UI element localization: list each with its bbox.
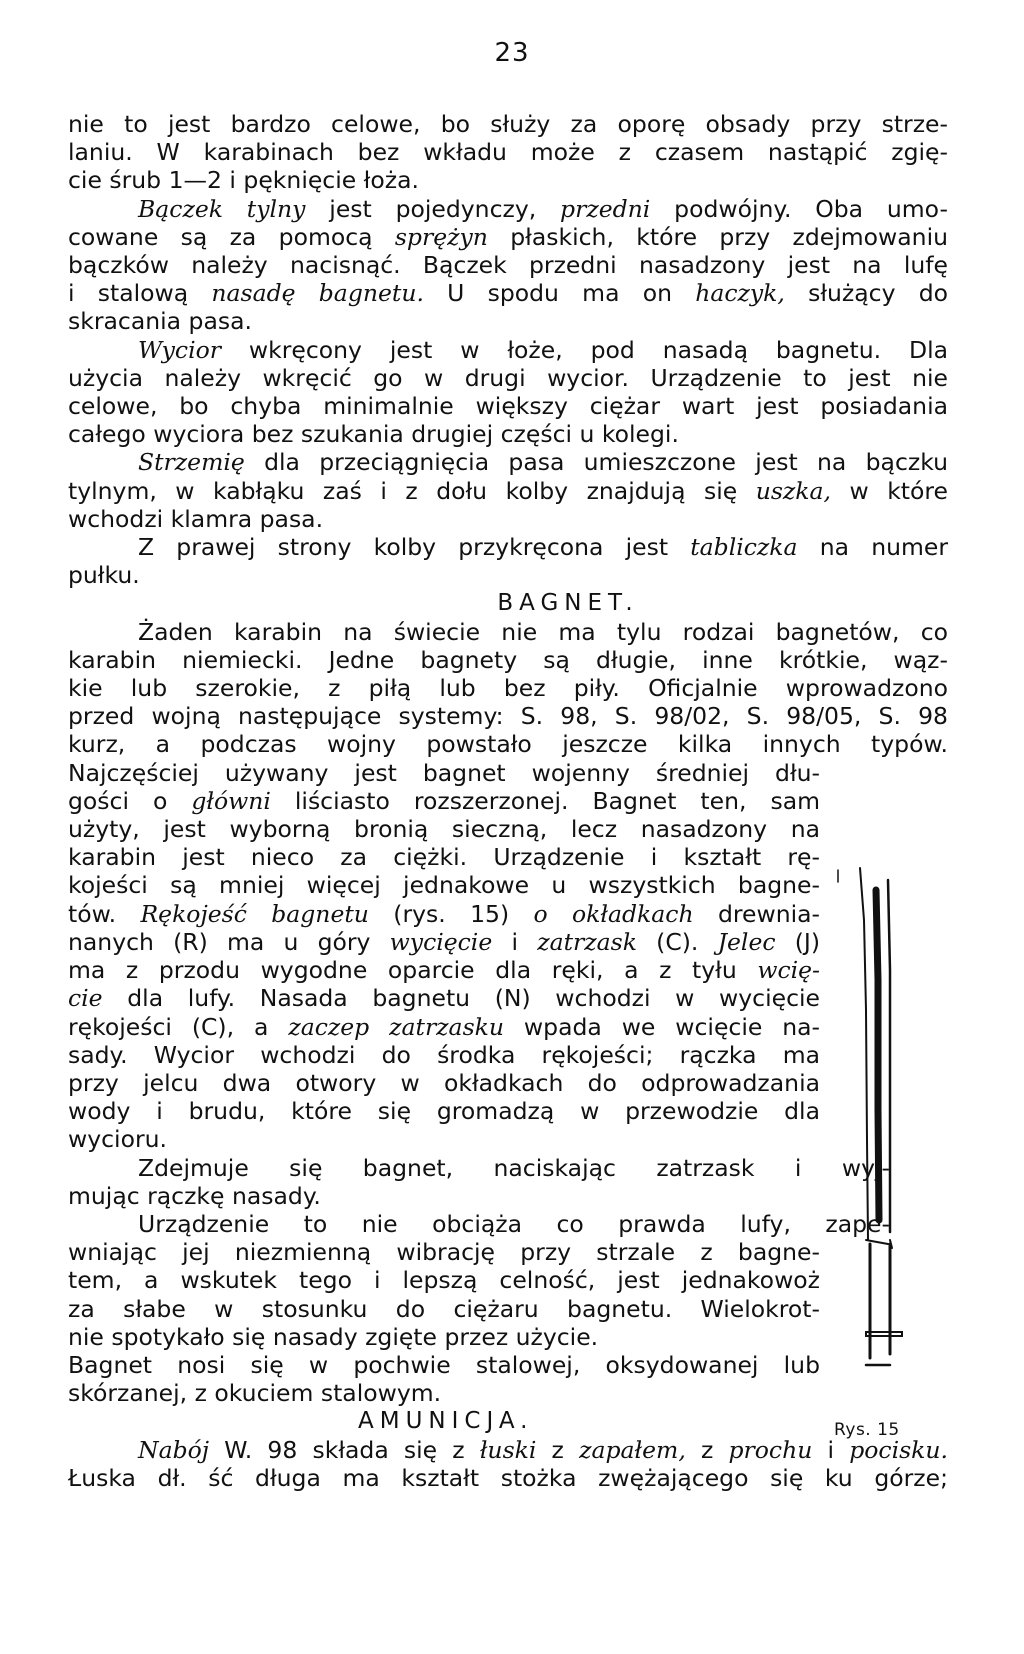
italic-term: Rękojeść bagnetu (140, 899, 369, 928)
text-line (68, 223, 948, 251)
text-line: celowe, bo chyba minimalnie większy ciężar wart jest posiadania (68, 392, 948, 421)
text-line (68, 984, 820, 1012)
italic-term: Jelec (717, 927, 776, 956)
text-line: wody i brudu, które się gromadzą w przewodzie dla (68, 1097, 820, 1126)
page-body (68, 110, 948, 1492)
text-line: sady. Wycior wchodzi do środka rękojeści; rączka ma (68, 1040, 820, 1069)
text-run: W. 98 składa się z (209, 1435, 480, 1464)
text-line: skórzanej, z okuciem stalowym. (68, 1379, 442, 1408)
text-line: całego wyciora bez szukania drugiej części u kolegi. (68, 420, 679, 449)
text-line: bączków należy nacisnąć. Bączek przedni nasadzony jest na lufę (68, 251, 948, 280)
italic-term: sprężyn (394, 222, 488, 251)
italic-term: haczyk, (695, 279, 785, 308)
text-line (68, 448, 948, 476)
italic-term: przedni (560, 194, 651, 223)
text-run: podwójny. Oba umo- (650, 194, 948, 223)
text-run: z (685, 1435, 729, 1464)
text-run: i stalową (68, 279, 212, 308)
italic-term: cie (68, 984, 103, 1013)
italic-term: Nabój (138, 1435, 210, 1464)
blade-back-line (888, 880, 890, 1232)
text-line: wchodzi klamra pasa. (68, 504, 324, 533)
text-line: Najczęściej używany jest bagnet wojenny średniej dłu- (68, 758, 820, 787)
italic-term: wcię- (757, 956, 820, 985)
figure-caption: Rys. 15 (834, 1420, 900, 1440)
text-run: w które (830, 476, 948, 505)
text-line: laniu. W karabinach bez wkładu może z czasem nastąpić zgię- (68, 138, 948, 167)
text-line: przy jelcu dwa otwory w okładkach do odprowadzania (68, 1068, 820, 1097)
italic-term: prochu (728, 1435, 813, 1464)
italic-term: wycięcie (389, 927, 493, 956)
text-line: kie lub szerokie, z piłą lub bez piły. Oficjalnie wprowadzono (68, 674, 948, 703)
text-line: kurz, a podczas wojny powstało jeszcze kilka innych typów. (68, 730, 948, 759)
italic-term: Strzemię (138, 448, 245, 477)
text-run: na numer (797, 533, 948, 562)
text-run: jest pojedynczy, (305, 194, 561, 223)
text-run: ma z przodu wygodne oparcie dla ręki, a z tyłu (68, 956, 758, 985)
text-run: U spodu ma on (423, 279, 696, 308)
text-line: wniając jej niezmienną wibrację przy strzale z bagne- (68, 1238, 820, 1267)
text-run: tów. (68, 899, 141, 928)
blade-spine-line (876, 890, 879, 1220)
text-run: drewnia- (693, 899, 820, 928)
text-line: cie śrub 1—2 i pęknięcie łoża. (68, 166, 419, 195)
text-line: pułku. (68, 561, 140, 590)
text-line: nie spotykało się nasady zgięte przez użycie. (68, 1322, 599, 1351)
text-line: Urządzenie to nie obciąża co prawda lufy, zape- (138, 1209, 890, 1238)
text-run: nanych (R) ma u góry (68, 927, 390, 956)
text-line: Bagnet nosi się w pochwie stalowej, oksydowanej lub (68, 1350, 820, 1379)
italic-term: zatrzask (537, 927, 637, 956)
italic-term: nasadę bagnetu. (211, 279, 424, 308)
text-run: płaskich, które przy zdejmowaniu (487, 222, 948, 251)
text-line: mując rączkę nasady. (68, 1181, 321, 1210)
text-run: cowane są za pomocą (68, 222, 395, 251)
italic-term: Wycior (138, 335, 221, 364)
text-line: kojeści są mniej więcej jednakowe u wszystkich bagne- (68, 871, 820, 900)
text-run: wkręcony jest w łoże, pod nasadą bagnetu. Dla (220, 335, 948, 364)
text-run: i (812, 1435, 850, 1464)
italic-term: Bączek tylny (138, 194, 306, 223)
text-line: użyty, jest wyborną bronią sieczną, lecz nasadzony na (68, 815, 820, 844)
text-line: skracania pasa. (68, 307, 252, 336)
text-run: (C). (636, 927, 718, 956)
text-line: za słabe w stosunku do ciężaru bagnetu. Wielokrot- (68, 1294, 820, 1323)
text-run: dla przeciągnięcia pasa umieszczone jest na bączku (244, 448, 948, 477)
text-line (68, 477, 948, 505)
text-line (68, 956, 820, 984)
text-line: Zdejmuje się bagnet, naciskając zatrzask i wyj- (138, 1153, 890, 1182)
grip-lines (870, 1244, 890, 1358)
italic-term: uszka, (755, 476, 831, 505)
text-line (68, 1436, 948, 1464)
text-line (68, 787, 820, 815)
text-line: Żaden karabin na świecie nie ma tylu rodzai bagnetów, co (138, 617, 948, 646)
italic-term: zapałem, (579, 1435, 686, 1464)
text-line (68, 1013, 820, 1041)
blade-edge-line (860, 868, 868, 1240)
text-run: z (536, 1435, 580, 1464)
bayonet-figure (826, 860, 946, 1400)
text-line (68, 279, 948, 307)
text-block-beside-figure (68, 759, 948, 1408)
text-run: tylnym, w kabłąku zaś i z dołu kolby znajdują się (68, 476, 756, 505)
text-line (68, 533, 948, 561)
text-line: Łuska dł. ść długa ma kształt stożka zwężającego się ku górze; (68, 1463, 948, 1492)
text-run: (J) (775, 927, 820, 956)
text-run: Z prawej strony kolby przykręcona jest (138, 533, 691, 562)
section-heading-bagnet: BAGNET. (497, 590, 639, 617)
italic-term: tabliczka (690, 533, 798, 562)
text-line: karabin jest nieco za ciężki. Urządzenie i kształt rę- (68, 843, 820, 872)
text-line: przed wojną następujące systemy: S. 98, S. 98/02, S. 98/05, S. 98 (68, 702, 948, 731)
text-line: karabin niemiecki. Jedne bagnety są długie, inne krótkie, wąz- (68, 645, 948, 674)
text-line (68, 336, 948, 364)
italic-term: łuski (479, 1435, 537, 1464)
text-run: wpada we wcięcie na- (504, 1012, 821, 1041)
text-line (68, 928, 820, 956)
text-line: tem, a wskutek tego i lepszą celność, jest jednakowoż (68, 1266, 820, 1295)
text-run: (rys. 15) (368, 899, 534, 928)
text-line (68, 195, 948, 223)
italic-term: o okładkach (533, 899, 694, 928)
text-line (68, 900, 820, 928)
text-line: użycia należy wkręcić go w drugi wycior. Urządzenie to jest nie (68, 363, 948, 392)
text-run: rękojeści (C), a (68, 1012, 289, 1041)
italic-term: zaczep zatrzasku (288, 1012, 505, 1041)
text-run: i (492, 927, 538, 956)
text-run: liściasto rozszerzonej. Bagnet ten, sam (270, 786, 820, 815)
italic-term: główni (191, 786, 271, 815)
text-run: gości o (68, 786, 192, 815)
page-number: 23 (494, 38, 530, 68)
section-heading-amunicja: AMUNICJA. (358, 1408, 534, 1435)
text-run: służący do (784, 279, 948, 308)
text-run: dla lufy. Nasada bagnetu (N) wchodzi w wycięcie (102, 984, 820, 1013)
text-line: wycioru. (68, 1125, 167, 1154)
italic-term: pocisku. (849, 1435, 949, 1464)
text-line: nie to jest bardzo celowe, bo służy za oporę obsady przy strze- (68, 110, 948, 138)
